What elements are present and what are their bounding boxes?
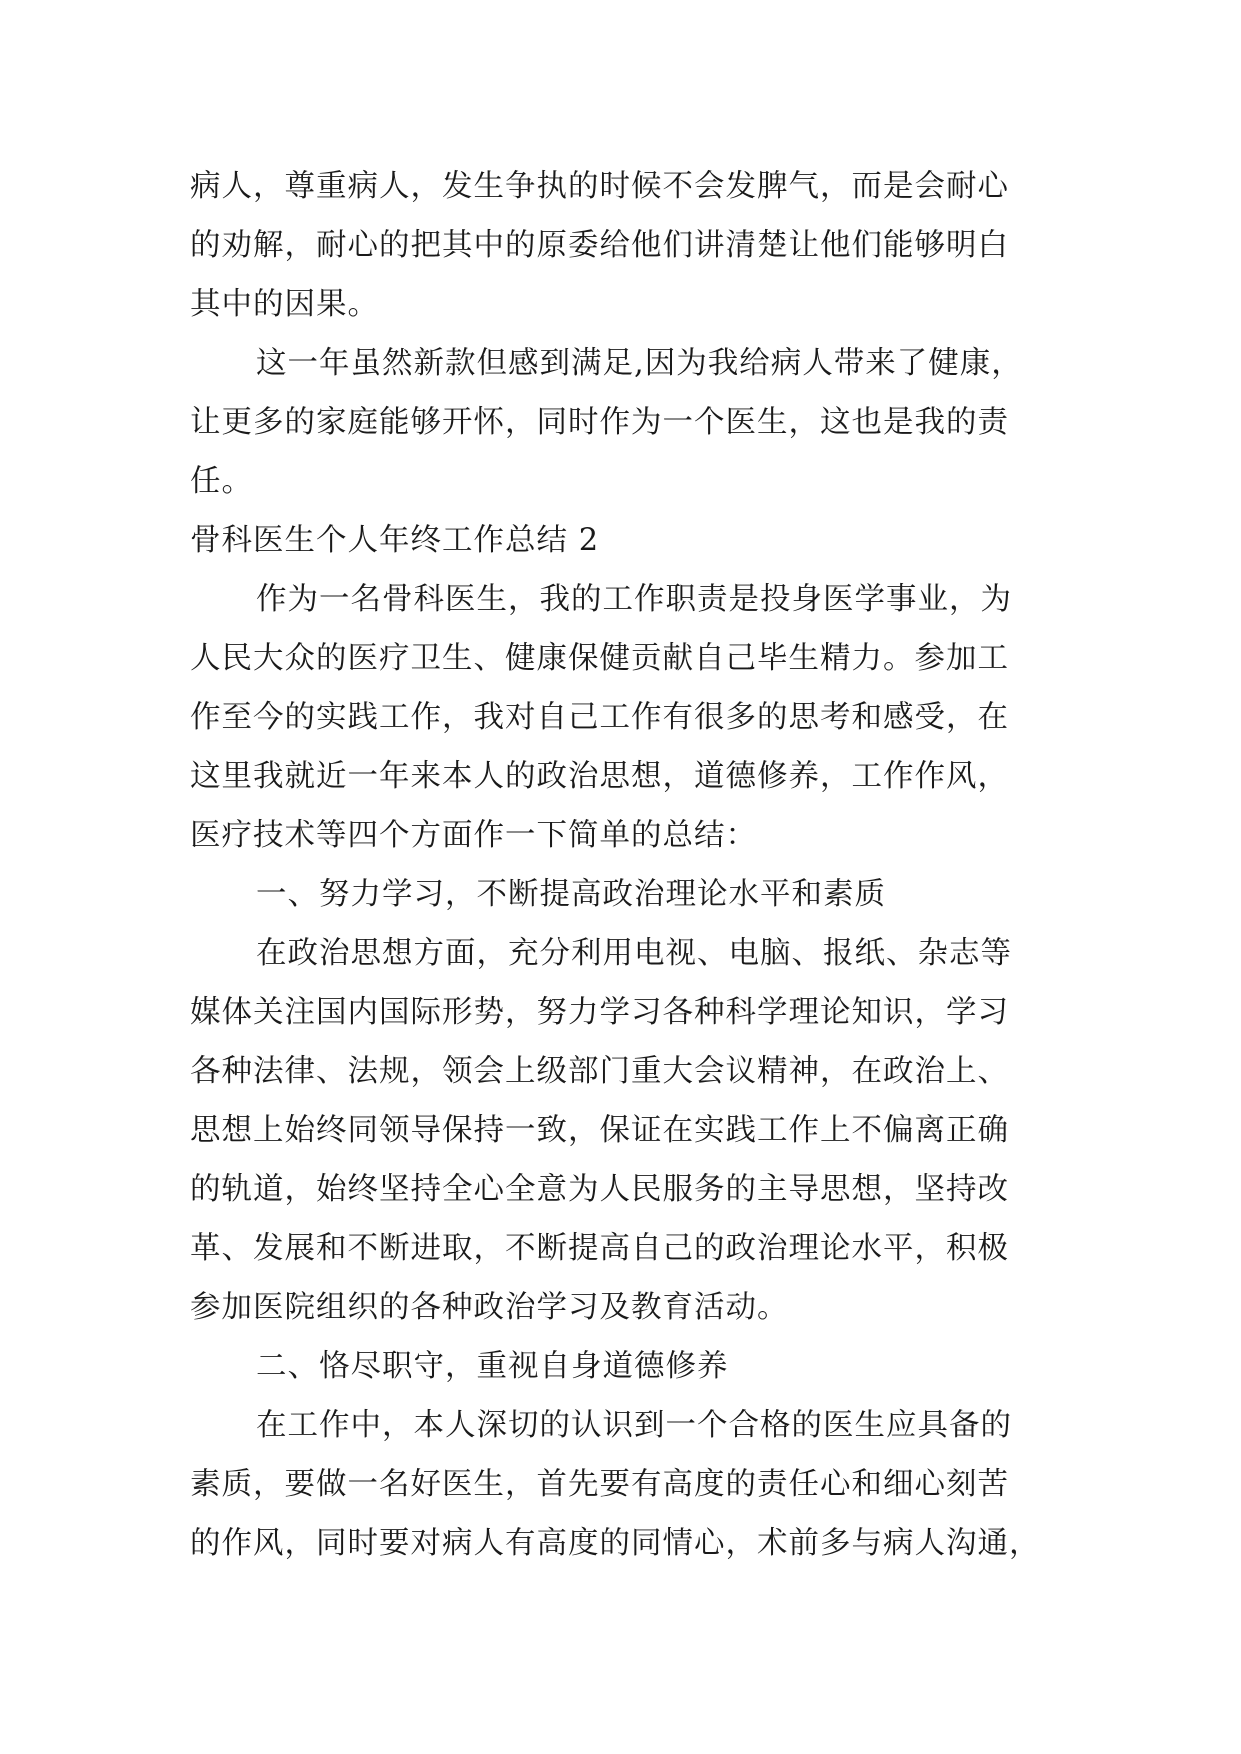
paragraph-line: 思想上始终同领导保持一致，保证在实践工作上不偏离正确 bbox=[190, 1113, 1009, 1148]
paragraph-line: 的轨道，始终坚持全心全意为人民服务的主导思想，坚持改 bbox=[190, 1172, 1009, 1207]
paragraph-line: 作至今的实践工作，我对自己工作有很多的思考和感受，在 bbox=[190, 700, 1009, 735]
paragraph-line: 让更多的家庭能够开怀，同时作为一个医生，这也是我的责 bbox=[190, 405, 1009, 440]
paragraph-line: 素质，要做一名好医生，首先要有高度的责任心和细心刻苦 bbox=[190, 1467, 1009, 1502]
paragraph-line: 各种法律、法规，领会上级部门重大会议精神，在政治上、 bbox=[190, 1054, 1009, 1089]
section-heading: 骨科医生个人年终工作总结 2 bbox=[190, 523, 600, 558]
paragraph-line: 的作风，同时要对病人有高度的同情心，术前多与病人沟通， bbox=[190, 1526, 1041, 1561]
paragraph-line: 其中的因果。 bbox=[190, 287, 379, 322]
paragraph-line: 作为一名骨科医生，我的工作职责是投身医学事业，为 bbox=[256, 582, 1012, 617]
paragraph-line: 任。 bbox=[190, 464, 253, 499]
paragraph-line: 病人，尊重病人，发生争执的时候不会发脾气，而是会耐心 bbox=[190, 169, 1009, 204]
paragraph-line: 在政治思想方面，充分利用电视、电脑、报纸、杂志等 bbox=[256, 936, 1012, 971]
paragraph-line: 在工作中，本人深切的认识到一个合格的医生应具备的 bbox=[256, 1408, 1012, 1443]
paragraph-line: 这里我就近一年来本人的政治思想，道德修养，工作作风， bbox=[190, 759, 1009, 794]
paragraph-line: 革、发展和不断进取，不断提高自己的政治理论水平，积极 bbox=[190, 1231, 1009, 1266]
paragraph-line: 医疗技术等四个方面作一下简单的总结： bbox=[190, 818, 757, 853]
paragraph-line: 媒体关注国内国际形势，努力学习各种科学理论知识，学习 bbox=[190, 995, 1009, 1030]
paragraph-line: 这一年虽然新款但感到满足,因为我给病人带来了健康， bbox=[256, 346, 1023, 381]
paragraph-line: 人民大众的医疗卫生、健康保健贡献自己毕生精力。参加工 bbox=[190, 641, 1009, 676]
paragraph-line: 参加医院组织的各种政治学习及教育活动。 bbox=[190, 1290, 789, 1325]
subheading: 二、恪尽职守，重视自身道德修养 bbox=[256, 1349, 729, 1384]
subheading: 一、努力学习，不断提高政治理论水平和素质 bbox=[256, 877, 886, 912]
paragraph-line: 的劝解，耐心的把其中的原委给他们讲清楚让他们能够明白 bbox=[190, 228, 1009, 263]
